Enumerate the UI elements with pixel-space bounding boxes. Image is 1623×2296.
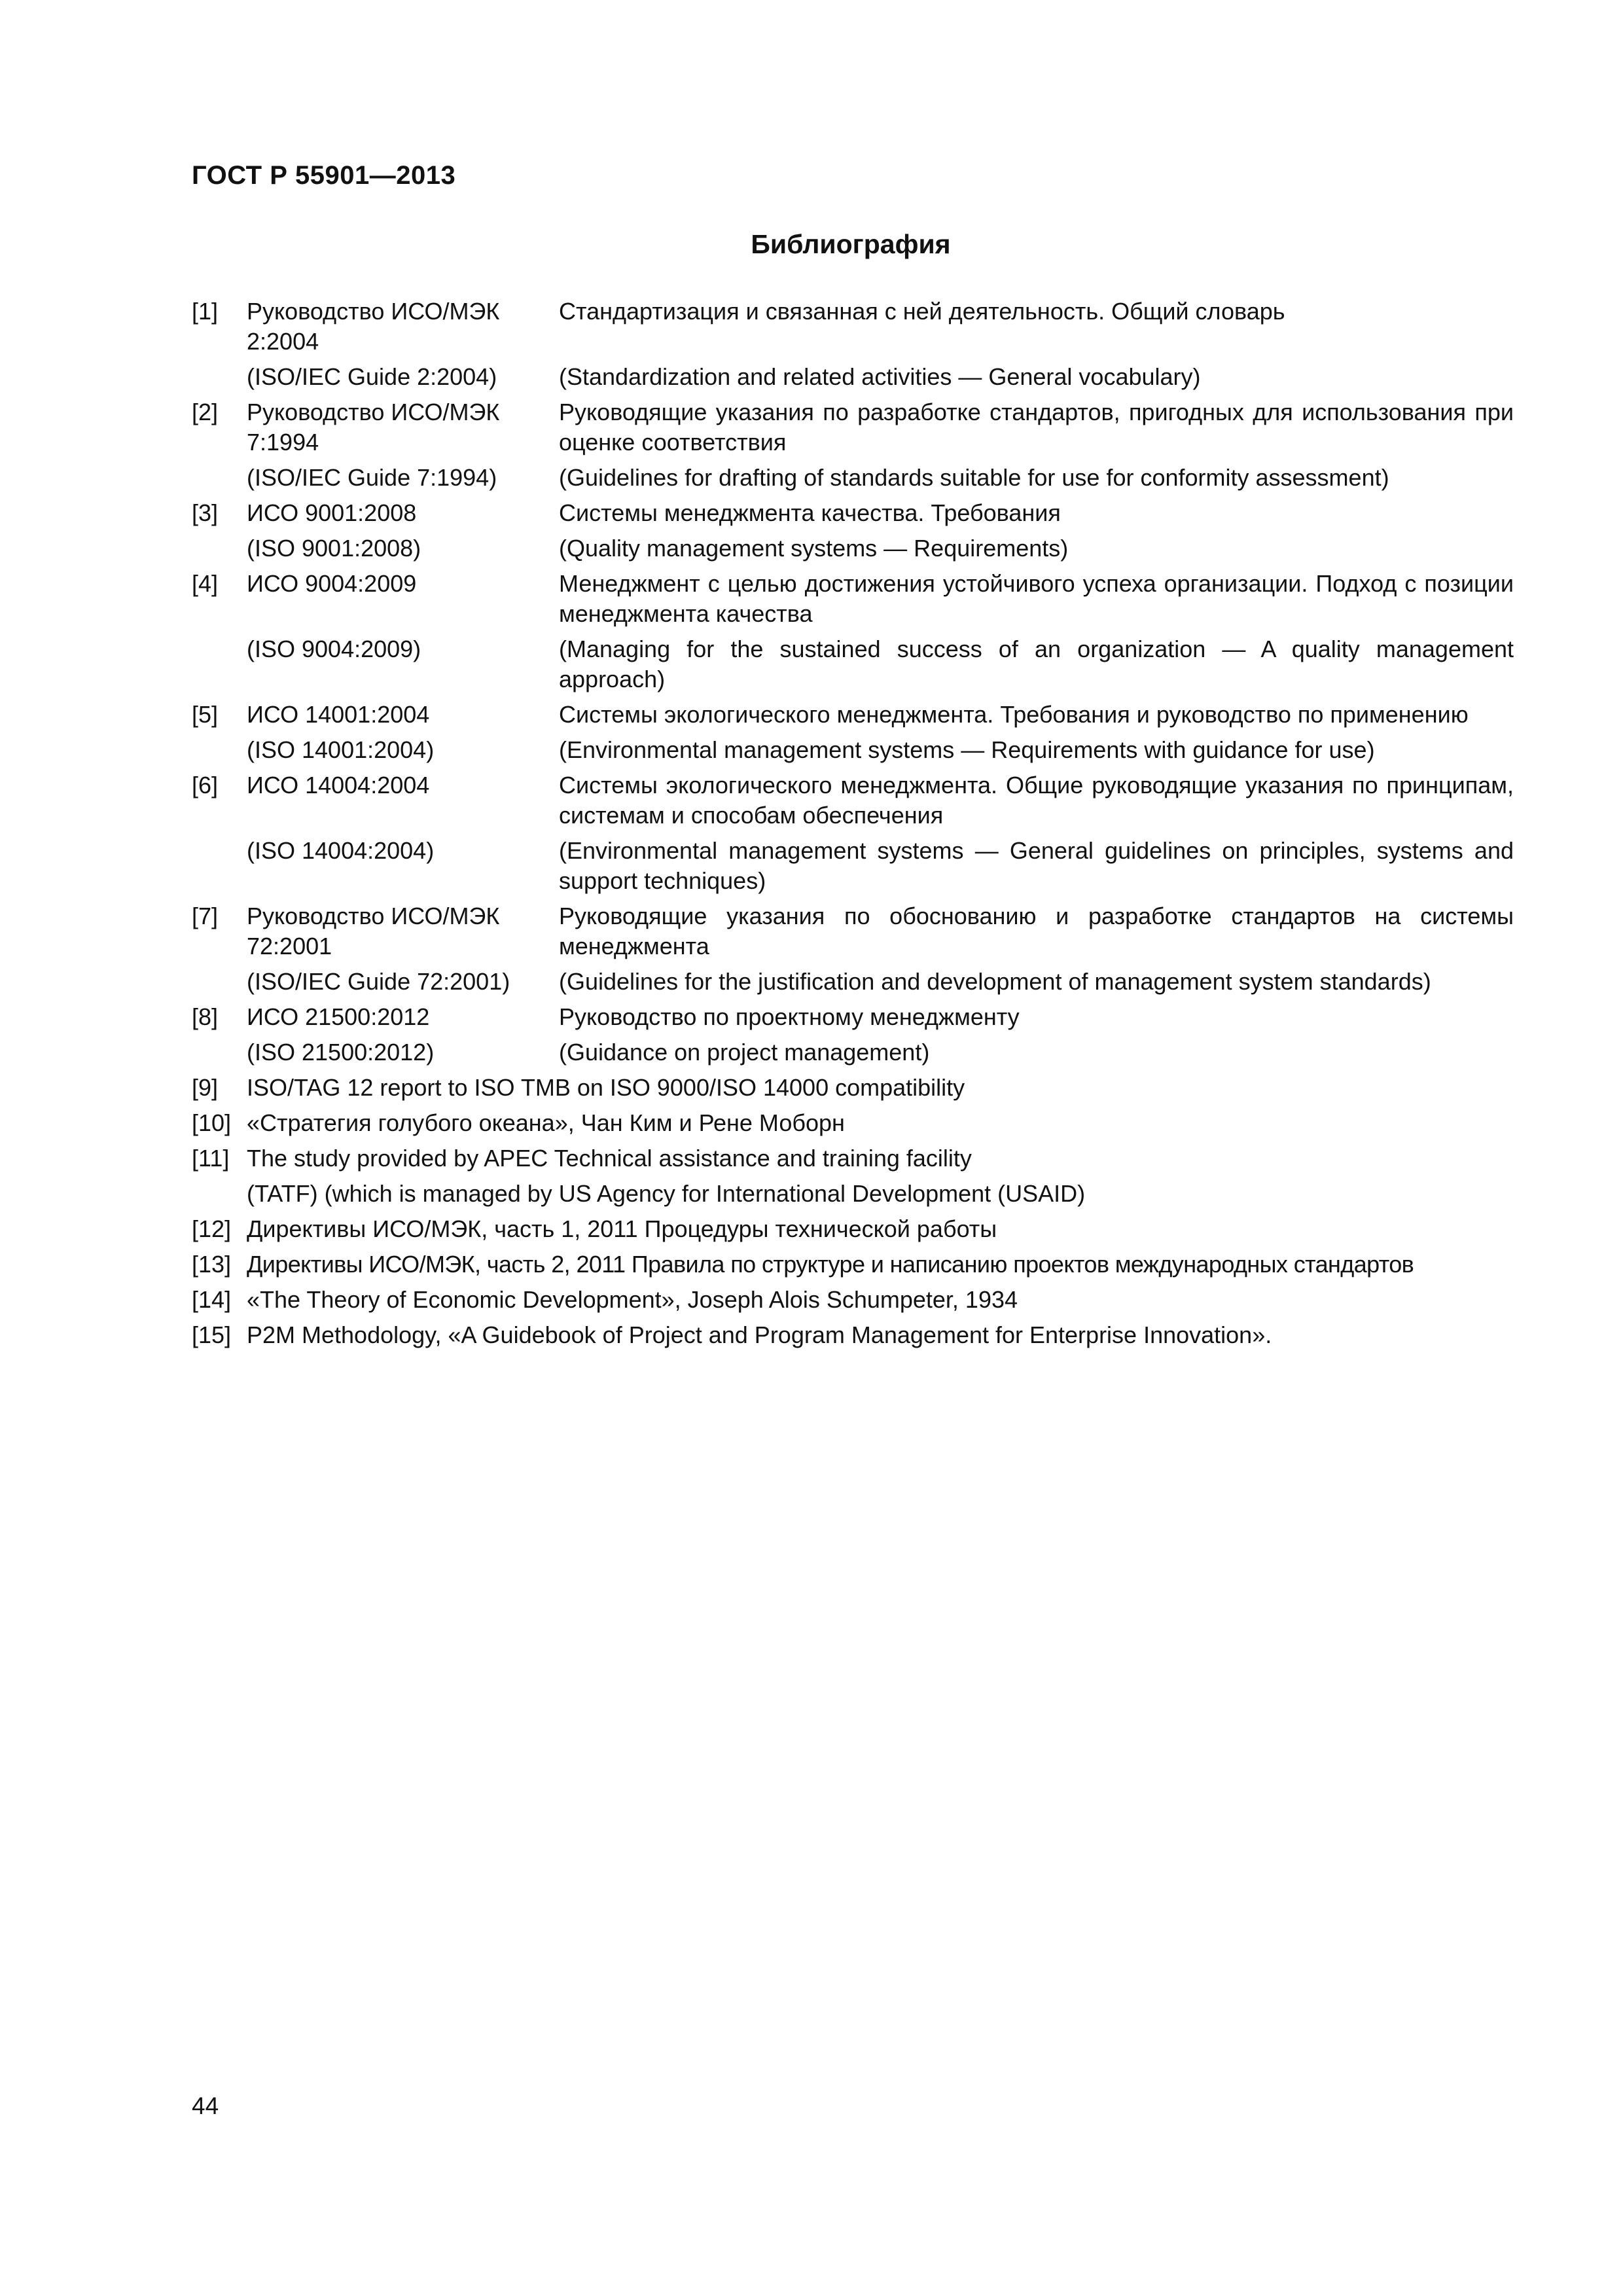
- bib-entry-6-en: [192, 836, 1514, 896]
- entry-text: Директивы ИСО/МЭК, часть 1, 2011 Процедуры технической работы: [247, 1215, 997, 1242]
- bib-entry-4-en: [192, 634, 1514, 694]
- bib-entry-2: [192, 397, 1514, 457]
- bib-entry-5: [192, 700, 1514, 730]
- entry-description-en: (Guidelines for drafting of standards suitable for use for conformity assessment): [559, 464, 1389, 491]
- bib-entry-15: [192, 1320, 1514, 1350]
- entry-description: Системы экологического менеджмента. Требования и руководство по применению: [559, 701, 1469, 728]
- entry-source-en: (ISO 9004:2009): [247, 636, 421, 662]
- bib-entry-12: [192, 1214, 1514, 1244]
- entry-description: Руководящие указания по разработке стандартов, пригодных для использования при оценке соответствия: [559, 399, 1514, 456]
- entry-source: ИСО 21500:2012: [247, 1003, 430, 1030]
- entry-description-en: (Quality management systems — Requirements): [559, 535, 1069, 562]
- entry-description-en: (Environmental management systems — General guidelines on principles, systems and support techniques): [559, 837, 1514, 894]
- entry-description-en: (Managing for the sustained success of an organization — A quality management approach): [559, 636, 1514, 692]
- bib-entry-14: [192, 1285, 1514, 1315]
- entry-text-block: [247, 1143, 1514, 1209]
- entry-text: «Стратегия голубого океана», Чан Ким и Рене Моборн: [247, 1109, 845, 1136]
- entry-source: Руководство ИСО/МЭК 7:1994: [247, 399, 500, 456]
- bibliography-list: [192, 296, 1514, 1355]
- entry-source: Руководство ИСО/МЭК 72:2001: [247, 903, 500, 960]
- entry-source: ИСО 9001:2008: [247, 499, 417, 526]
- entry-source-en: (ISO 14004:2004): [247, 837, 435, 864]
- entry-description: Системы менеджмента качества. Требования: [559, 499, 1061, 526]
- bib-entry-1: [192, 296, 1514, 357]
- entry-source-en: (ISO/IEC Guide 7:1994): [247, 464, 497, 491]
- page-title: [0, 229, 1623, 260]
- entry-text-continued: (TATF) (which is managed by US Agency for International Development (USAID): [247, 1180, 1086, 1207]
- bib-entry-4: [192, 569, 1514, 629]
- entry-number: [3]: [192, 499, 219, 526]
- entry-number: [11]: [192, 1145, 230, 1172]
- bib-entry-7: [192, 901, 1514, 961]
- entry-number: [9]: [192, 1074, 219, 1101]
- entry-text: Директивы ИСО/МЭК, часть 2, 2011 Правила по структуре и написанию проектов международных стандартов: [247, 1251, 1414, 1278]
- entry-source: ИСО 14001:2004: [247, 701, 430, 728]
- entry-number: [13]: [192, 1251, 232, 1278]
- bib-entry-5-en: [192, 735, 1514, 765]
- entry-description: Системы экологического менеджмента. Общие руководящие указания по принципам, системам и способам обеспечения: [559, 772, 1514, 829]
- entry-text: «The Theory of Economic Development», Joseph Alois Schumpeter, 1934: [247, 1286, 1018, 1313]
- entry-number: [2]: [192, 399, 219, 425]
- bib-entry-9: [192, 1073, 1514, 1103]
- entry-description: Руководящие указания по обоснованию и разработке стандартов на системы менеджмента: [559, 903, 1514, 960]
- page-number: 44: [192, 2092, 219, 2119]
- entry-text: The study provided by APEC Technical assistance and training facility: [247, 1145, 972, 1172]
- entry-number: [1]: [192, 298, 219, 325]
- entry-number: [7]: [192, 903, 219, 929]
- entry-description: Стандартизация и связанная с ней деятельность. Общий словарь: [559, 298, 1285, 325]
- entry-source-en: (ISO 9001:2008): [247, 535, 421, 562]
- bib-entry-2-en: [192, 463, 1514, 493]
- bib-entry-7-en: [192, 967, 1514, 997]
- entry-description-en: (Guidelines for the justification and development of management system standards): [559, 968, 1431, 995]
- page-title-text: Библиография: [751, 229, 951, 259]
- bib-entry-8: [192, 1002, 1514, 1032]
- entry-number: [12]: [192, 1215, 232, 1242]
- entry-description-en: (Guidance on project management): [559, 1039, 930, 1066]
- entry-number: [8]: [192, 1003, 219, 1030]
- entry-number: [14]: [192, 1286, 232, 1313]
- bib-entry-1-en: [192, 362, 1514, 392]
- entry-description: Руководство по проектному менеджменту: [559, 1003, 1020, 1030]
- entry-description: Менеджмент с целью достижения устойчивого успеха организации. Подход с позиции менеджмента качества: [559, 570, 1514, 627]
- bib-entry-13: [192, 1249, 1514, 1280]
- entry-text: P2M Methodology, «A Guidebook of Project and Program Management for Enterprise Innovation».: [247, 1321, 1272, 1348]
- entry-number: [4]: [192, 570, 219, 597]
- entry-source: ИСО 9004:2009: [247, 570, 417, 597]
- bib-entry-10: [192, 1108, 1514, 1138]
- entry-source: ИСО 14004:2004: [247, 772, 430, 798]
- entry-number: [5]: [192, 701, 219, 728]
- entry-source-en: (ISO 14001:2004): [247, 736, 435, 763]
- bib-entry-6: [192, 770, 1514, 831]
- entry-source-en: (ISO/IEC Guide 2:2004): [247, 363, 497, 390]
- entry-number: [10]: [192, 1109, 232, 1136]
- bib-entry-8-en: [192, 1037, 1514, 1067]
- entry-description-en: (Standardization and related activities — General vocabulary): [559, 363, 1201, 390]
- entry-description-en: (Environmental management systems — Requirements with guidance for use): [559, 736, 1375, 763]
- bib-entry-3-en: [192, 533, 1514, 564]
- entry-number: [15]: [192, 1321, 232, 1348]
- document-header: ГОСТ Р 55901—2013: [192, 161, 456, 190]
- entry-source-en: (ISO/IEC Guide 72:2001): [247, 968, 510, 995]
- entry-number: [6]: [192, 772, 219, 798]
- bib-entry-11: [192, 1143, 1514, 1209]
- entry-text: ISO/TAG 12 report to ISO TMB on ISO 9000/ISO 14000 compatibility: [247, 1074, 965, 1101]
- entry-source-en: (ISO 21500:2012): [247, 1039, 435, 1066]
- entry-source: Руководство ИСО/МЭК 2:2004: [247, 298, 500, 355]
- bib-entry-3: [192, 498, 1514, 528]
